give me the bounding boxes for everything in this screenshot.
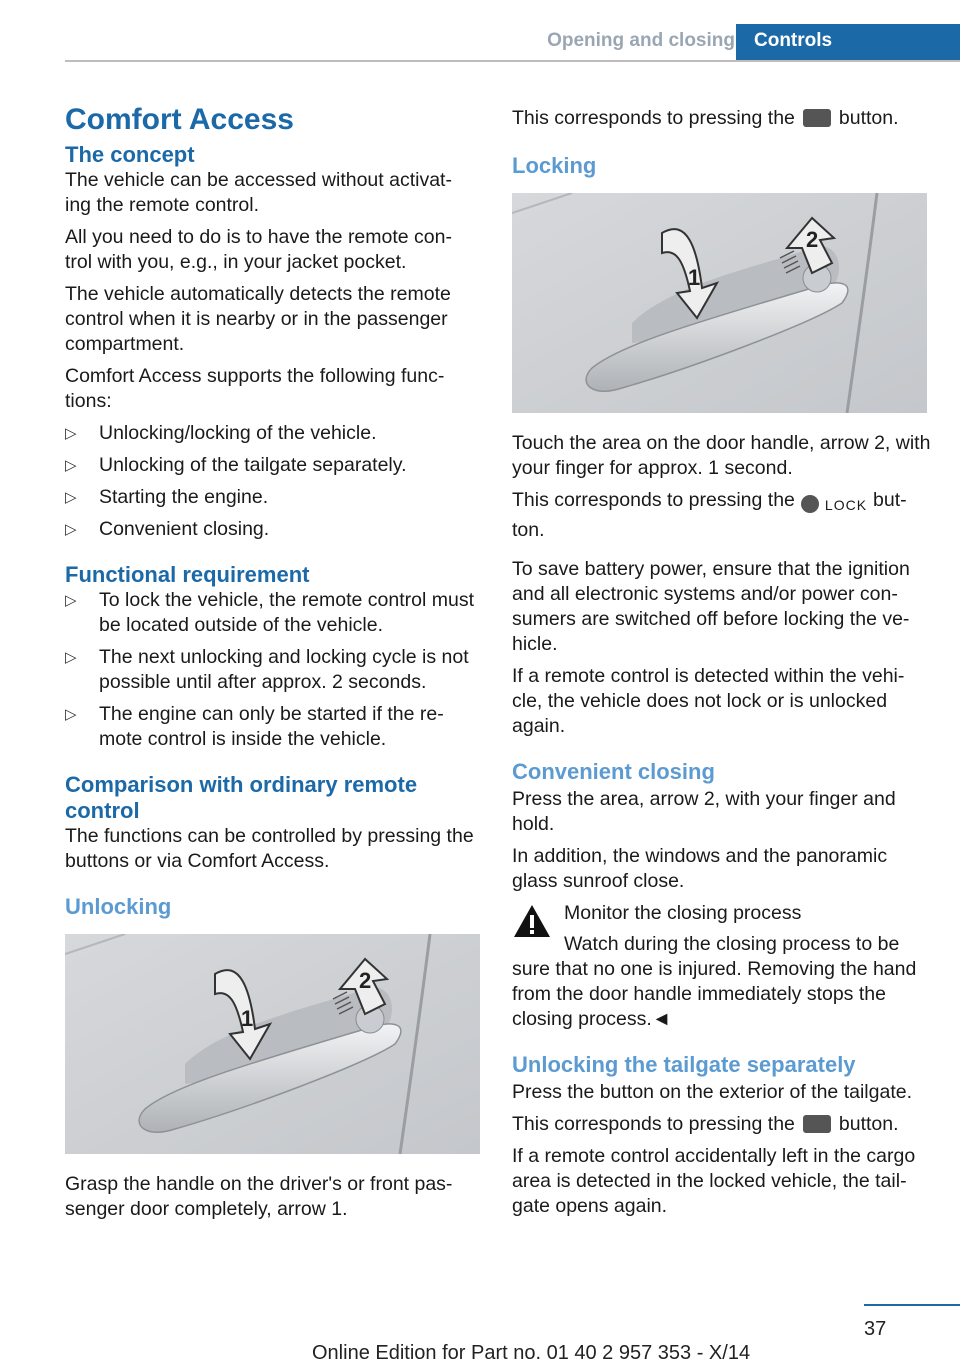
comparison-paragraph: The functions can be controlled by pressing the buttons or via Comfort Access. (65, 825, 474, 872)
arrow-2-label: 2 (359, 968, 372, 993)
right-column (512, 100, 932, 1226)
warning-body: Watch during the closing process to be sure that no one is injured. Removing the hand from the door handle immediately stops the closing process.◄ (512, 933, 917, 1030)
unlocking-heading: Unlocking (65, 894, 172, 919)
arrow-2-label: 2 (806, 227, 819, 252)
door-handle-locking-illustration (512, 193, 927, 413)
concept-paragraph-1: The vehicle can be accessed without activat‐ ing the remote control. (65, 169, 452, 216)
header-section: Opening and closing (547, 30, 735, 51)
arrow-1-label: 1 (688, 265, 701, 290)
locking-heading: Locking (512, 153, 597, 178)
comparison-heading: Comparison with ordinary remote control (65, 772, 418, 823)
footer-divider (864, 1304, 960, 1306)
corresponds-text: This corresponds to pressing the (512, 489, 795, 511)
locking-paragraph-3: If a remote control is detected within the vehi‐ cle, the vehicle does not lock or is unlocked again. (512, 665, 905, 737)
corresponds-text: This corresponds to pressing the (512, 1113, 795, 1135)
door-handle-unlocking-illustration (65, 934, 480, 1154)
concept-paragraph-4: Comfort Access supports the following func‐ tions: (65, 365, 445, 412)
tailgate-heading: Unlocking the tailgate separately (512, 1052, 856, 1077)
lock-label: LOCK (824, 497, 868, 513)
list-item: ▷ Unlocking of the tailgate separately. (65, 453, 480, 478)
page-number: 37 (864, 1318, 887, 1340)
arrow-1-label: 1 (241, 1006, 254, 1031)
tailgate-button-icon (803, 1115, 831, 1133)
warning-title: Monitor the closing process (564, 902, 802, 924)
convenient-paragraph-2: In addition, the windows and the panoramic glass sunroof close. (512, 845, 888, 892)
lock-button-icon (801, 492, 867, 518)
functions-list (65, 421, 480, 542)
locking-paragraph-2: To save battery power, ensure that the ignition and all electronic systems and/or power con‐ sumers are switched off before locking the ve‐ hicle. (512, 558, 910, 655)
list-item: ▷ To lock the vehicle, the remote control must be located outside of the vehicle. (65, 588, 480, 638)
list-item: ▷ Starting the engine. (65, 485, 480, 510)
tailgate-paragraph-1: Press the button on the exterior of the tailgate. (512, 1081, 912, 1103)
list-item: ▷ Convenient closing. (65, 517, 480, 542)
button-suffix-text: button. (838, 107, 899, 129)
left-column (65, 100, 480, 1229)
corresponds-text: This corresponds to pressing the (512, 107, 795, 129)
header-tab-controls: Controls (736, 24, 960, 62)
tailgate-paragraph-2: If a remote control accidentally left in the cargo area is detected in the locked vehicle, the tail‐ gate opens again. (512, 1145, 916, 1217)
functional-requirement-heading: Functional requirement (65, 562, 310, 587)
header-divider (65, 60, 960, 62)
concept-paragraph-2: All you need to do is to have the remote con‐ trol with you, e.g., in your jacket pocket. (65, 226, 452, 273)
unlock-button-icon (803, 109, 831, 127)
lock-button-equivalence (512, 488, 932, 543)
convenient-closing-heading: Convenient closing (512, 759, 715, 784)
list-item: ▷ The next unlocking and locking cycle is not possible until after approx. 2 seconds. (65, 645, 480, 695)
page-header (65, 0, 960, 62)
requirements-list (65, 588, 480, 752)
convenient-paragraph-1: Press the area, arrow 2, with your finger and hold. (512, 788, 896, 835)
warning-block (512, 901, 932, 1032)
page-title: Comfort Access (65, 103, 294, 136)
warning-icon (512, 903, 552, 939)
list-item: ▷ The engine can only be started if the re‐ mote control is inside the vehicle. (65, 702, 480, 752)
unlocking-paragraph: Grasp the handle on the driver's or front pas‐ senger door completely, arrow 1. (65, 1173, 453, 1220)
button-suffix-text: button. (838, 1113, 899, 1135)
concept-paragraph-3: The vehicle automatically detects the remote control when it is nearby or in the passenger compartment. (65, 283, 451, 355)
tailgate-button-equivalence (512, 1112, 932, 1137)
list-item: ▷ Unlocking/locking of the vehicle. (65, 421, 480, 446)
edition-footer: Online Edition for Part no. 01 40 2 957 353 - X/14 (312, 1342, 751, 1364)
concept-heading: The concept (65, 142, 195, 167)
lock-suffix-text: but‐ ton. (512, 489, 907, 541)
locking-paragraph-1: Touch the area on the door handle, arrow 2, with your finger for approx. 1 second. (512, 432, 931, 479)
unlock-button-equivalence (512, 106, 932, 131)
